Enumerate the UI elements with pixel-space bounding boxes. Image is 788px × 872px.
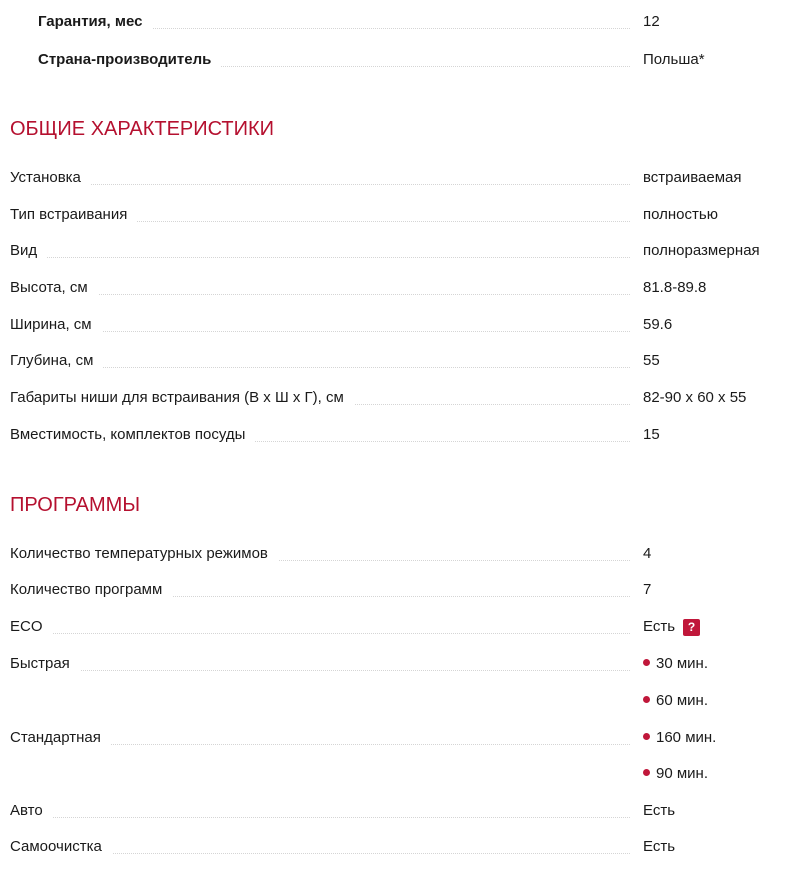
spec-value: 15 [643,426,660,443]
spec-label: Вместимость, комплектов посуды [10,424,255,446]
spec-label: Габариты ниши для встраивания (В х Ш х Г), см [10,387,354,409]
dotted-leader [10,817,630,818]
spec-value: полноразмерная [643,242,760,259]
spec-label: Тип встраивания [10,204,137,226]
spec-row-eco [10,616,780,640]
spec-row [10,167,780,191]
spec-label: Гарантия, мес [10,11,152,33]
spec-row [10,314,780,338]
spec-value: Польша* [643,51,705,68]
spec-value [643,653,708,675]
spec-row-country [10,49,780,73]
eco-value-text: Есть [643,618,676,635]
spec-label: Ширина, см [10,314,102,336]
spec-row [10,424,780,448]
spec-value: 59.6 [643,316,673,333]
spec-value: 82-90 x 60 x 55 [643,389,747,406]
spec-label: Быстрая [10,653,80,675]
spec-label: Авто [10,800,53,822]
program-duration: 30 мин. [656,655,708,672]
bullet-icon [643,733,650,740]
spec-row-selfclean [10,836,780,860]
bullet-icon [643,696,650,703]
spec-label: Вид [10,240,47,262]
spec-row [10,350,780,374]
spec-label: Страна-производитель [10,49,221,71]
spec-label: Самоочистка [10,836,112,858]
spec-row-auto [10,800,780,824]
spec-label: Количество программ [10,579,172,601]
spec-value [643,616,700,638]
spec-label: Установка [10,167,91,189]
spec-value: Есть [643,838,676,855]
spec-row-standard [10,727,780,751]
spec-row [10,240,780,264]
program-duration: 90 мин. [656,765,708,782]
spec-value [643,727,716,749]
spec-row [10,204,780,228]
spec-row-warranty [10,11,780,35]
spec-label: Высота, см [10,277,98,299]
program-duration: 60 мин. [656,692,708,709]
section-title-programs: ПРОГРАММЫ [10,494,141,516]
spec-value [643,763,708,785]
spec-label: Стандартная [10,727,111,749]
spec-value: полностью [643,206,718,223]
spec-value: 7 [643,581,652,598]
spec-value: Есть [643,802,676,819]
help-icon[interactable]: ? [683,619,700,636]
dotted-leader [10,331,630,332]
spec-label: ECO [10,616,53,638]
dotted-leader [10,633,630,634]
spec-row [10,387,780,411]
program-duration: 160 мин. [656,729,717,746]
spec-value: 81.8-89.8 [643,279,707,296]
spec-label: Количество температурных режимов [10,543,278,565]
spec-row-standard-extra [10,763,780,787]
bullet-icon [643,659,650,666]
spec-row [10,277,780,301]
dotted-leader [10,670,630,671]
dotted-leader [10,294,630,295]
dotted-leader [10,184,630,185]
spec-row-fast [10,653,780,677]
dotted-leader [10,257,630,258]
section-title-general: ОБЩИЕ ХАРАКТЕРИСТИКИ [10,118,275,140]
spec-value [643,690,708,712]
spec-value: 12 [643,13,660,30]
spec-row-program-count [10,579,780,603]
spec-row-fast-extra [10,690,780,714]
spec-value: встраиваемая [643,169,742,186]
spec-value: 55 [643,352,660,369]
bullet-icon [643,769,650,776]
spec-value: 4 [643,545,652,562]
spec-row-temp-modes [10,543,780,567]
spec-label: Глубина, см [10,350,103,372]
